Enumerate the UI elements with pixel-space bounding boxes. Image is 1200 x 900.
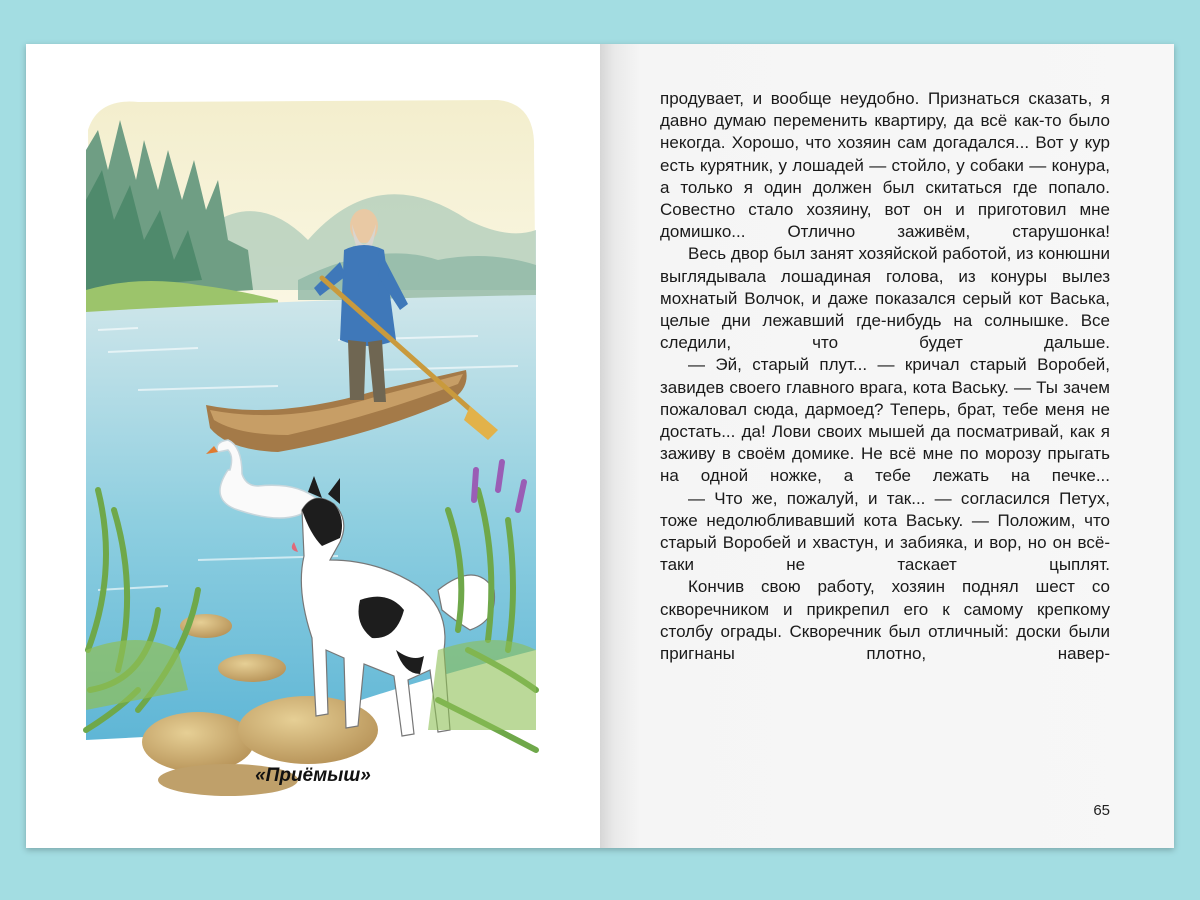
right-page bbox=[600, 44, 1174, 848]
book-spread bbox=[26, 44, 1174, 848]
left-page bbox=[26, 44, 600, 848]
page-number: 65 bbox=[1093, 802, 1110, 819]
paragraph-2: Весь двор был занят хозяйской работой, из конюшни выглядывала лошадиная голова, из конуры вылез мохнатый Волчок, и даже показался серый кот Васька, целые дни лежавший где-нибудь на солнышке. Все следили, что будет дальше. bbox=[660, 244, 1110, 353]
paragraph-5: Кончив свою работу, хозяин поднял шест со скворечником и прикрепил его к самому крепкому столбу ограды. Скворечник был отличный: доски были пригнаны плотно, навер- bbox=[660, 577, 1110, 664]
illustration-caption: «Приёмыш» bbox=[255, 765, 371, 786]
watercolor-illustration bbox=[78, 90, 544, 796]
paragraph-3: — Эй, старый плут... — кричал старый Воробей, завидев своего главного врага, кота Ваську. — Ты зачем пожаловал сюда, дармоед? Теперь, брат, тебе меня не достать... да! Лови своих мышей да посматривай, как я заживу в своём домике. Не всё мне по морозу прыгать на одной ножке, а тебе лежать на печке... bbox=[660, 355, 1110, 486]
paragraph-4: — Что же, пожалуй, и так... — согласился Петух, тоже недолюбливавший кота Ваську. — Положим, что старый Воробей и хвастун, и забияка, и вор, но он всё-таки не таскает цыплят. bbox=[660, 488, 1110, 575]
paragraph-1: продувает, и вообще неудобно. Признаться сказать, я давно думаю переменить квартиру, да всё как-то было некогда. Хорошо, что хозяин сам догадался... Вот у кур есть курятник, у лошадей — стойло, у собаки — конура, а только я один должен был скитаться где попало. Совестно стало хозяину, вот он и приготовил мне домишко... Отлично заживём, старушонка! bbox=[660, 89, 1110, 242]
story-text bbox=[660, 88, 1110, 665]
